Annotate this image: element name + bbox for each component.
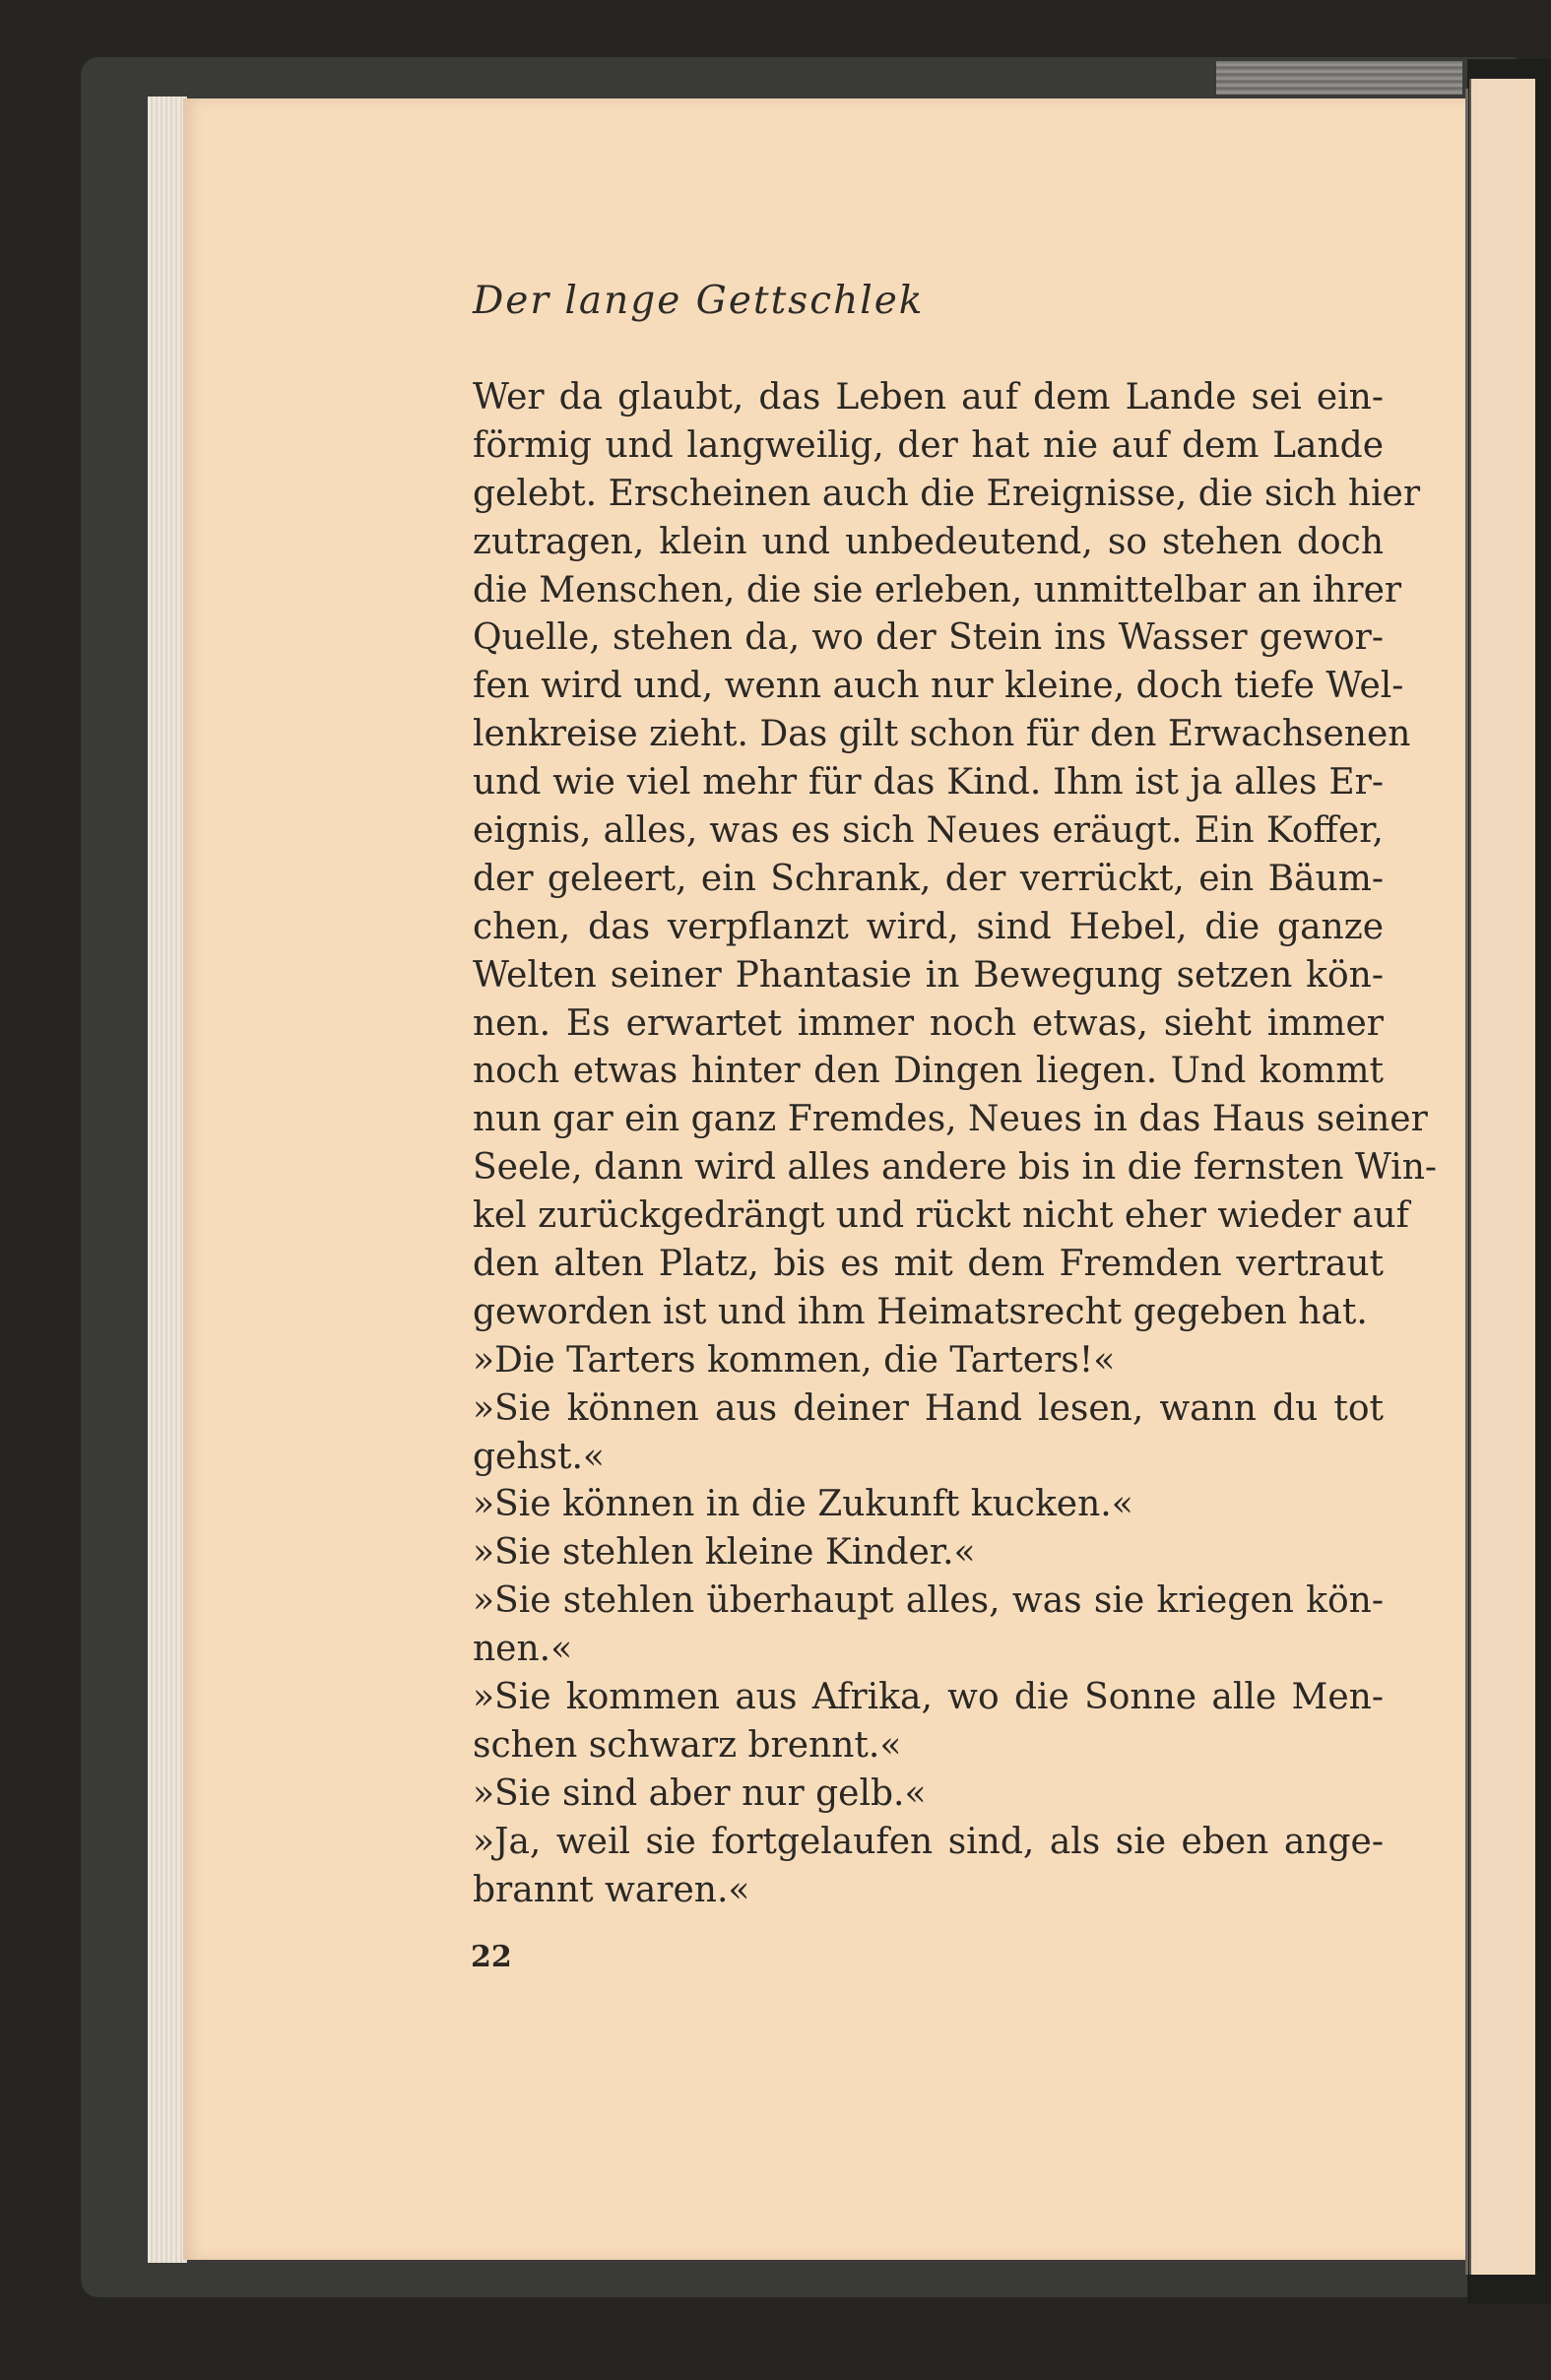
- book-gutter: [1465, 89, 1468, 2275]
- text-line: Welten seiner Phantasie in Bewegung setzen kön-: [473, 954, 1384, 996]
- text-line: kel zurückgedrängt und rückt nicht eher wieder auf: [473, 1195, 1409, 1237]
- text-line: gelebt. Erscheinen auch die Ereignisse, die sich hier: [473, 473, 1421, 514]
- text-line: gehst.«: [473, 1436, 605, 1477]
- text-line: chen, das verpflanzt wird, sind Hebel, die ganze: [473, 906, 1384, 947]
- text-line: »Die Tarters kommen, die Tarters!«: [473, 1339, 1116, 1381]
- facing-page-edge: [1469, 79, 1535, 2275]
- page-number: 22: [471, 1940, 512, 1974]
- text-line: Wer da glaubt, das Leben auf dem Lande sei ein-: [473, 377, 1384, 418]
- text-line: »Sie sind aber nur gelb.«: [473, 1772, 927, 1814]
- text-line: Quelle, stehen da, wo der Stein ins Wasser gewor-: [473, 617, 1384, 659]
- text-line: noch etwas hinter den Dingen liegen. Und kommt: [473, 1051, 1384, 1092]
- text-line: »Sie können in die Zukunft kucken.«: [473, 1484, 1133, 1525]
- text-line: zutragen, klein und unbedeutend, so stehen doch: [473, 521, 1384, 562]
- bookmark-ribbon: [1216, 61, 1462, 95]
- text-line: der geleert, ein Schrank, der verrückt, ein Bäum-: [473, 858, 1384, 899]
- text-line: »Sie können aus deiner Hand lesen, wann du tot: [473, 1387, 1384, 1429]
- running-head: Der lange Gettschlek: [473, 279, 925, 323]
- text-line: und wie viel mehr für das Kind. Ihm ist ja alles Er-: [473, 762, 1384, 804]
- text-line: nen. Es erwartet immer noch etwas, sieht immer: [473, 1002, 1384, 1044]
- text-line: die Menschen, die sie erleben, unmittelbar an ihrer: [473, 569, 1402, 611]
- text-line: eignis, alles, was es sich Neues eräugt. Ein Koffer,: [473, 810, 1384, 852]
- page-edges: [148, 96, 187, 2263]
- text-line: fen wird und, wenn auch nur kleine, doch tiefe Wel-: [473, 666, 1404, 707]
- text-line: lenkreise zieht. Das gilt schon für den Erwachsenen: [473, 714, 1411, 755]
- text-line: förmig und langweilig, der hat nie auf dem Lande: [473, 424, 1384, 466]
- text-line: geworden ist und ihm Heimatsrecht gegeben hat.: [473, 1291, 1368, 1332]
- text-line: den alten Platz, bis es mit dem Fremden vertraut: [473, 1244, 1384, 1285]
- text-line: »Ja, weil sie fortgelaufen sind, als sie eben ange-: [473, 1821, 1384, 1862]
- text-line: »Sie stehlen überhaupt alles, was sie kriegen kön-: [473, 1580, 1384, 1622]
- text-line: schen schwarz brennt.«: [473, 1724, 902, 1766]
- text-line: nen.«: [473, 1629, 573, 1670]
- text-line: »Sie kommen aus Afrika, wo die Sonne alle Men-: [473, 1677, 1384, 1718]
- text-line: Seele, dann wird alles andere bis in die fernsten Win-: [473, 1147, 1438, 1189]
- body-text: [473, 374, 1438, 1915]
- text-line: »Sie stehlen kleine Kinder.«: [473, 1532, 976, 1574]
- text-line: nun gar ein ganz Fremdes, Neues in das Haus seiner: [473, 1099, 1428, 1140]
- text-line: brannt waren.«: [473, 1869, 750, 1910]
